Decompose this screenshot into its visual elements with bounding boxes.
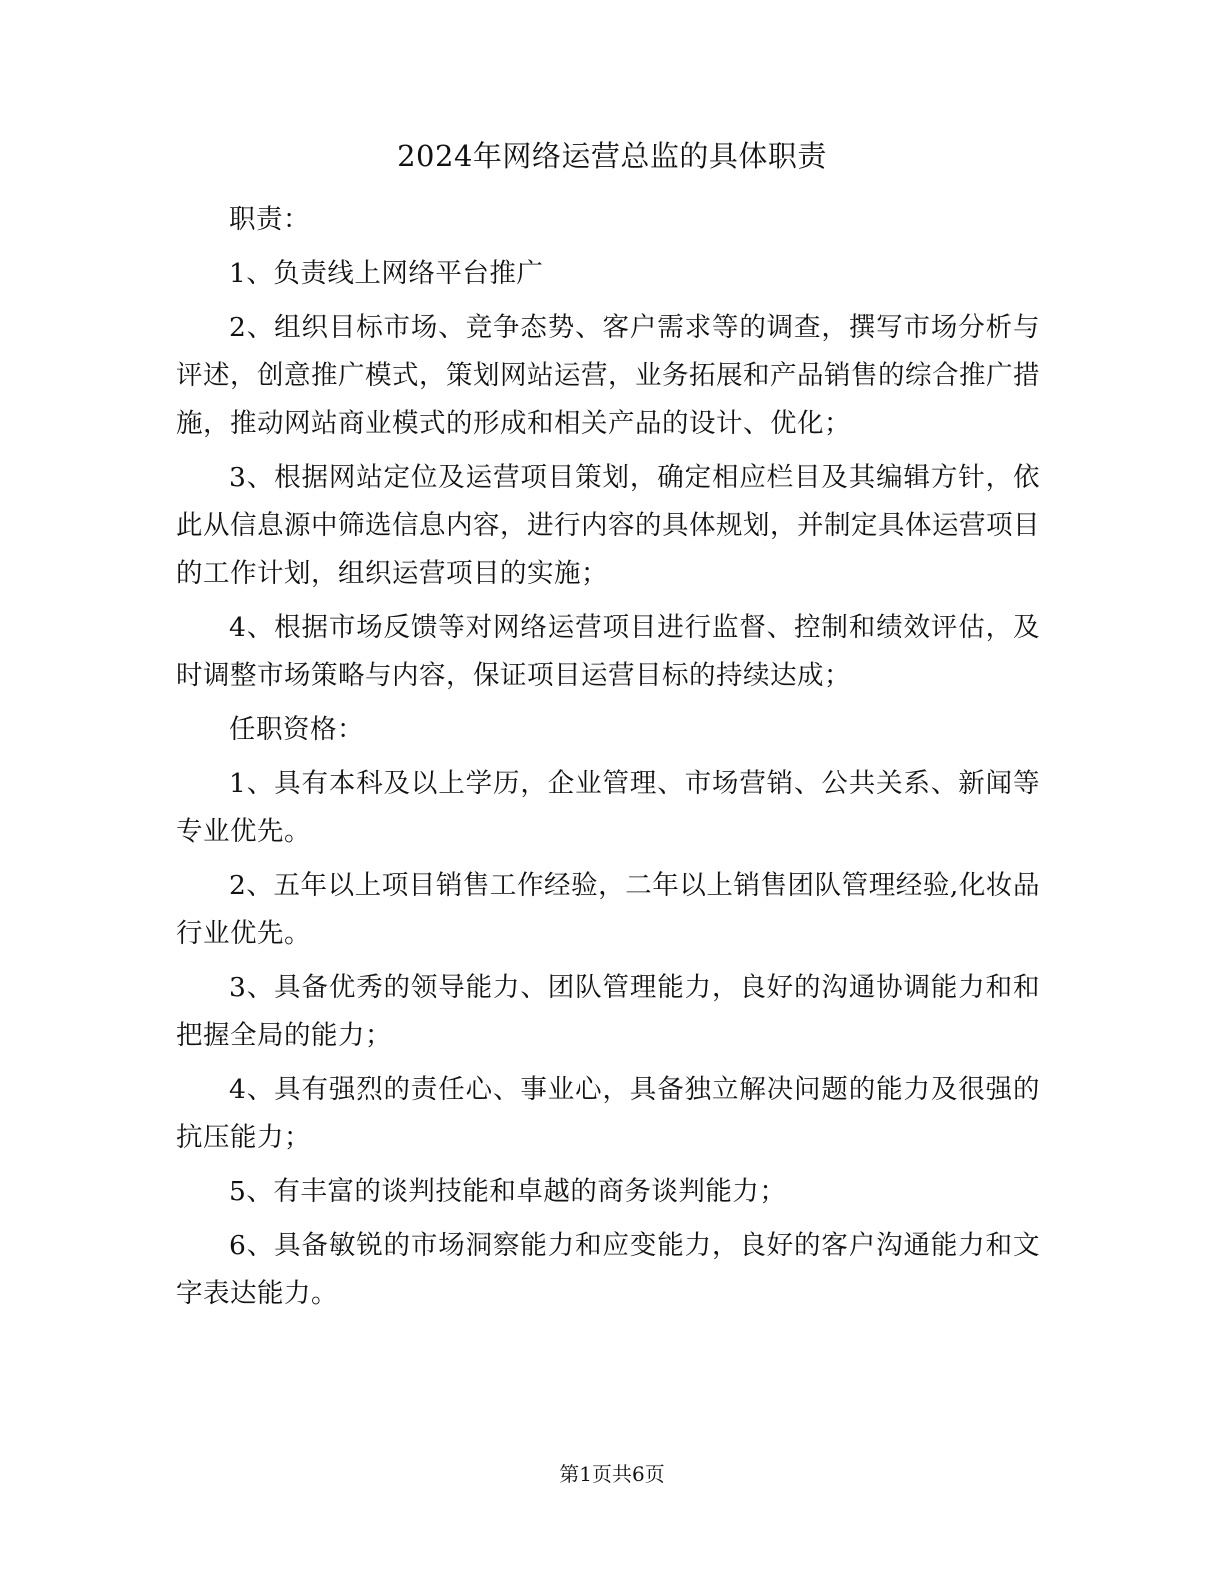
paragraph-qualification-2: 2、五年以上项目销售工作经验，二年以上销售团队管理经验,化妆品行业优先。	[176, 870, 1040, 949]
page-footer: 第1页共6页	[559, 1462, 665, 1486]
paragraph-qualification-1: 1、具有本科及以上学历，企业管理、市场营销、公共关系、新闻等专业优先。	[176, 768, 1040, 847]
paragraph-qualification-5: 5、有丰富的谈判技能和卓越的商务谈判能力；	[229, 1176, 787, 1207]
paragraph-qualification-3: 3、具备优秀的领导能力、团队管理能力，良好的沟通协调能力和和把握全局的能力；	[176, 972, 1040, 1051]
paragraph-duty-3: 3、根据网站定位及运营项目策划，确定相应栏目及其编辑方针，依此从信息源中筛选信息内容，进行内容的具体规划，并制定具体运营项目的工作计划，组织运营项目的实施；	[176, 462, 1040, 589]
page-title: 2024年网络运营总监的具体职责	[397, 139, 827, 173]
paragraph-duty-1: 1、负责线上网络平台推广	[229, 258, 544, 289]
paragraph-qualification-4: 4、具有强烈的责任心、事业心，具备独立解决问题的能力及很强的抗压能力；	[176, 1074, 1040, 1153]
paragraph-duty-4: 4、根据市场反馈等对网络运营项目进行监督、控制和绩效评估，及时调整市场策略与内容，保证项目运营目标的持续达成；	[176, 612, 1040, 691]
paragraph-duties-heading: 职责：	[229, 204, 310, 235]
document-body	[176, 196, 1040, 1324]
paragraph-qualification-6: 6、具备敏锐的市场洞察能力和应变能力，良好的客户沟通能力和文字表达能力。	[176, 1230, 1040, 1309]
paragraph-qualifications-heading: 任职资格：	[229, 714, 364, 745]
paragraph-duty-2: 2、组织目标市场、竞争态势、客户需求等的调查，撰写市场分析与评述，创意推广模式，策划网站运营，业务拓展和产品销售的综合推广措施，推动网站商业模式的形成和相关产品的设计、优化；	[176, 312, 1040, 439]
